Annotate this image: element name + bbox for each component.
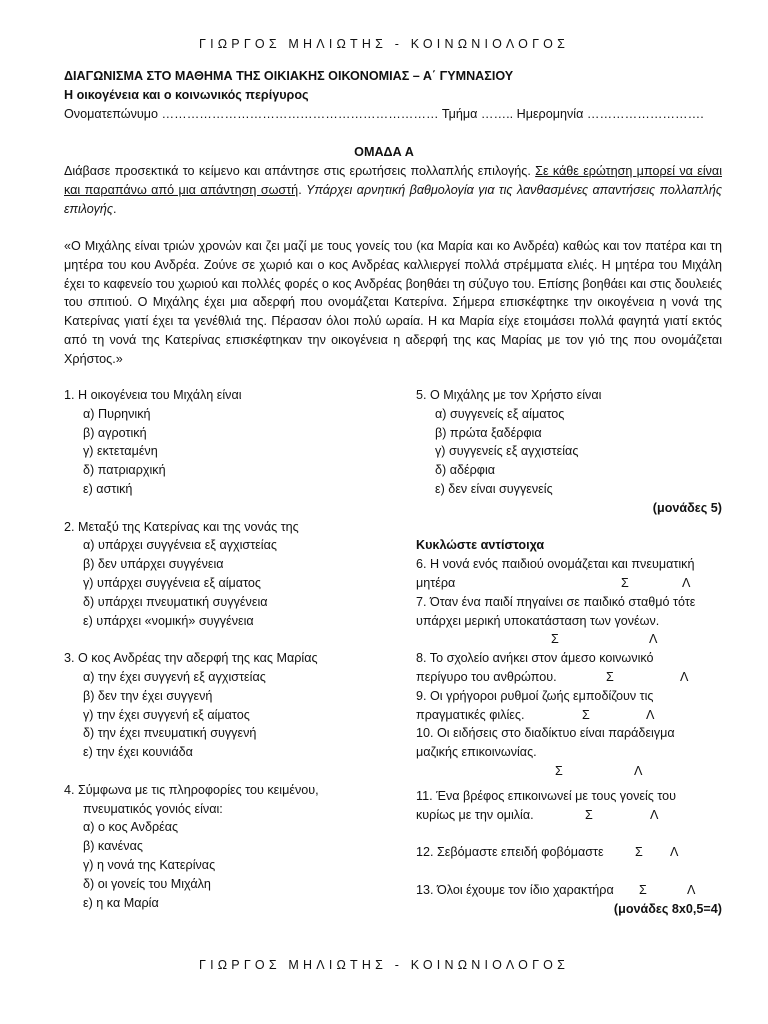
option[interactable]: β) κανένας [83,839,143,854]
tf-text: μαζικής επικοινωνίας. [416,745,537,760]
reading-passage: «Ο Μιχάλης είναι τριών χρονών και ζει μαζί με τους γονείς του (κα Μαρία και κο Ανδρέα) καθώς και τον πατέρα και τη μητέρα του κου Ανδρέα. Ζούνε σε χωριό και ο κος Ανδρέας καλλιεργεί πολλά στρέμματα ελιές. Η μητέρα του Μιχάλη έχει το καφενείο του χωριού και πολλές φορές ο κος Ανδρέας βοηθάει τη σύζυγο του. Επίσης βοηθάει και στις δουλειές του σπιτιού. Ο Μιχάλης έχει μια αδερφή που ονομάζεται Κατερίνα. Σήμερα επισκέφτηκε την οικογένεια η νονά της Κατερίνας γιατί έχει τα γενέθλιά της. Πέρασαν όλοι πολύ ωραία. Η κα Μαρία είχε ετοιμάσει πολλά φαγητά γιατί εκτός από τη νονά της Κατερίνας επισκέφτηκαν την οικογένεια η αδερφή της κας Μαρίας με τον γιό της που ονομάζεται Χρήστος.» [64,239,722,366]
tf-text: 13. Όλοι έχουμε τον ίδιο χαρακτήρα [416,882,614,897]
option[interactable]: γ) η νονά της Κατερίνας [83,857,216,872]
question-3 [64,649,409,762]
question-text: 3. Ο κος Ανδρέας την αδερφή της κας Μαρίας [64,651,318,666]
tf-text: 12. Σεβόμαστε επειδή φοβόμαστε [416,845,604,860]
option[interactable]: α) ο κος Ανδρέας [83,820,179,835]
question-5 [416,386,722,518]
option[interactable]: ε) αστική [83,481,133,496]
tf-text: 9. Οι γρήγοροι ρυθμοί ζωής εμποδίζουν τις [416,688,654,703]
instructions-sep: . [298,182,307,197]
tf-text: κυρίως με την ομιλία. [416,807,534,822]
option[interactable]: ε) την έχει κουνιάδα [83,745,193,760]
tf-heading: Κυκλώστε αντίστοιχα [416,538,545,553]
tf-marks-label: (μονάδες 8x0,5=4) [613,901,722,916]
instructions-underlined: Σε κάθε ερώτηση μπορεί να είναι και παραπάνω από μια απάντηση σωστή [64,164,722,197]
false-option[interactable]: Λ [670,845,679,860]
option[interactable]: β) πρώτα ξαδέρφια [435,425,542,440]
tf-text: μητέρα [416,575,456,590]
option[interactable]: α) την έχει συγγενή εξ αγχιστείας [83,669,266,684]
question-2 [64,518,409,631]
tf-text: 7. Όταν ένα παιδί πηγαίνει σε παιδικό σταθμό τότε [416,594,696,609]
option[interactable]: δ) την έχει πνευματική συγγενή [83,726,257,741]
option[interactable]: δ) οι γονείς του Μιχάλη [83,876,211,891]
false-option[interactable]: Λ [646,707,655,722]
left-column [64,386,409,931]
instructions-end: . [112,201,117,216]
instructions-text: Διάβασε προσεκτικά το κείμενο και απάντησε στις ερωτήσεις πολλαπλής επιλογής. [64,164,536,178]
option[interactable]: β) δεν υπάρχει συγγένεια [83,557,224,572]
group-title: ΟΜΑΔΑ Α [354,145,414,159]
true-option[interactable]: Σ [621,575,629,590]
option[interactable]: ε) η κα Μαρία [83,895,159,910]
tf-text: υπάρχει μερική υποκατάσταση των γονέων. [416,613,660,628]
option[interactable]: β) αγροτική [83,425,147,440]
tf-line [416,668,722,687]
true-option[interactable]: Σ [555,763,563,778]
right-column [416,386,722,918]
option[interactable]: δ) πατριαρχική [83,463,166,478]
false-option[interactable]: Λ [634,763,643,778]
question-1 [64,386,409,499]
true-option[interactable]: Σ [585,807,593,822]
instructions [64,162,722,218]
tf-text: πραγματικές φιλίες. [416,707,525,722]
tf-text: 8. Το σχολείο ανήκει στον άμεσο κοινωνικό [416,651,654,666]
true-option[interactable]: Σ [635,845,643,860]
tf-text: περίγυρο του ανθρώπου. [416,669,557,684]
tf-text: 10. Οι ειδήσεις στο διαδίκτυο είναι παράδειγμα [416,726,675,741]
question-text-cont: πνευματικός γονιός είναι: [83,801,223,816]
tf-question-13 [416,881,722,900]
option[interactable]: γ) υπάρχει συγγένεια εξ αίματος [83,575,261,590]
option[interactable]: ε) υπάρχει «νομική» συγγένεια [83,613,254,628]
true-option[interactable]: Σ [639,882,647,897]
question-text: 1. Η οικογένεια του Μιχάλη είναι [64,388,242,402]
option[interactable]: γ) συγγενείς εξ αγχιστείας [435,444,579,459]
tf-question-9 [416,687,722,725]
option[interactable]: γ) την έχει συγγενή εξ αίματος [83,707,250,722]
option[interactable]: β) δεν την έχει συγγενή [83,688,213,703]
marks-label: (μονάδες 5) [652,500,722,515]
option[interactable]: γ) εκτεταμένη [83,444,158,459]
instructions-italic: Υπάρχει αρνητική βαθμολογία για τις λανθασμένες απαντήσεις πολλαπλής επιλογής [64,182,722,216]
tf-question-11 [416,787,722,825]
exam-subtitle: Η οικογένεια και ο κοινωνικός περίγυρος [64,87,309,102]
option[interactable]: α) Πυρηνική [83,406,151,421]
option[interactable]: ε) δεν είναι συγγενείς [435,481,553,496]
option[interactable]: δ) αδέρφια [435,463,496,478]
tf-question-6 [416,555,722,593]
false-option[interactable]: Λ [649,632,658,647]
tf-line [416,762,722,781]
tf-line [416,706,722,725]
false-option[interactable]: Λ [682,575,691,590]
true-option[interactable]: Σ [551,632,559,647]
option[interactable]: α) συγγενείς εξ αίματος [435,406,565,421]
tf-line [416,574,722,593]
student-info-fields: Ονοματεπώνυμο ………………………………………………………… Τμήμα …….. Ημερομηνία ………………………. [64,106,704,121]
false-option[interactable]: Λ [687,882,696,897]
tf-question-7 [416,593,722,649]
header-banner: ΓΙΩΡΓΟΣ ΜΗΛΙΩΤΗΣ - ΚΟΙΝΩΝΙΟΛΟΓΟΣ [198,37,569,51]
true-option[interactable]: Σ [606,669,614,684]
tf-question-12 [416,843,722,862]
option[interactable]: δ) υπάρχει πνευματική συγγένεια [83,594,268,609]
false-option[interactable]: Λ [650,807,659,822]
option[interactable]: α) υπάρχει συγγένεια εξ αγχιστείας [83,538,277,553]
question-text: 2. Μεταξύ της Κατερίνας και της νονάς της [64,519,299,534]
tf-question-10 [416,724,722,780]
tf-text: 11. Ένα βρέφος επικοινωνεί με τους γονείς του [416,788,677,803]
exam-header [64,67,724,123]
question-text: 5. Ο Μιχάλης με τον Χρήστο είναι [416,388,602,402]
tf-line [416,630,722,649]
tf-question-8 [416,649,722,687]
question-text: 4. Σύμφωνα με τις πληροφορίες του κειμένου, [64,782,319,797]
exam-title: ΔΙΑΓΩΝΙΣΜΑ ΣΤΟ ΜΑΘΗΜΑ ΤΗΣ ΟΙΚΙΑΚΗΣ ΟΙΚΟΝΟΜΙΑΣ – Α΄ ΓΥΜΝΑΣΙΟΥ [64,69,514,83]
question-4 [64,781,409,913]
tf-text: 6. Η νονά ενός παιδιού ονομάζεται και πνευματική [416,557,695,572]
tf-line [416,806,722,825]
false-option[interactable]: Λ [680,669,689,684]
true-option[interactable]: Σ [582,707,590,722]
footer-banner: ΓΙΩΡΓΟΣ ΜΗΛΙΩΤΗΣ - ΚΟΙΝΩΝΙΟΛΟΓΟΣ [198,958,569,972]
